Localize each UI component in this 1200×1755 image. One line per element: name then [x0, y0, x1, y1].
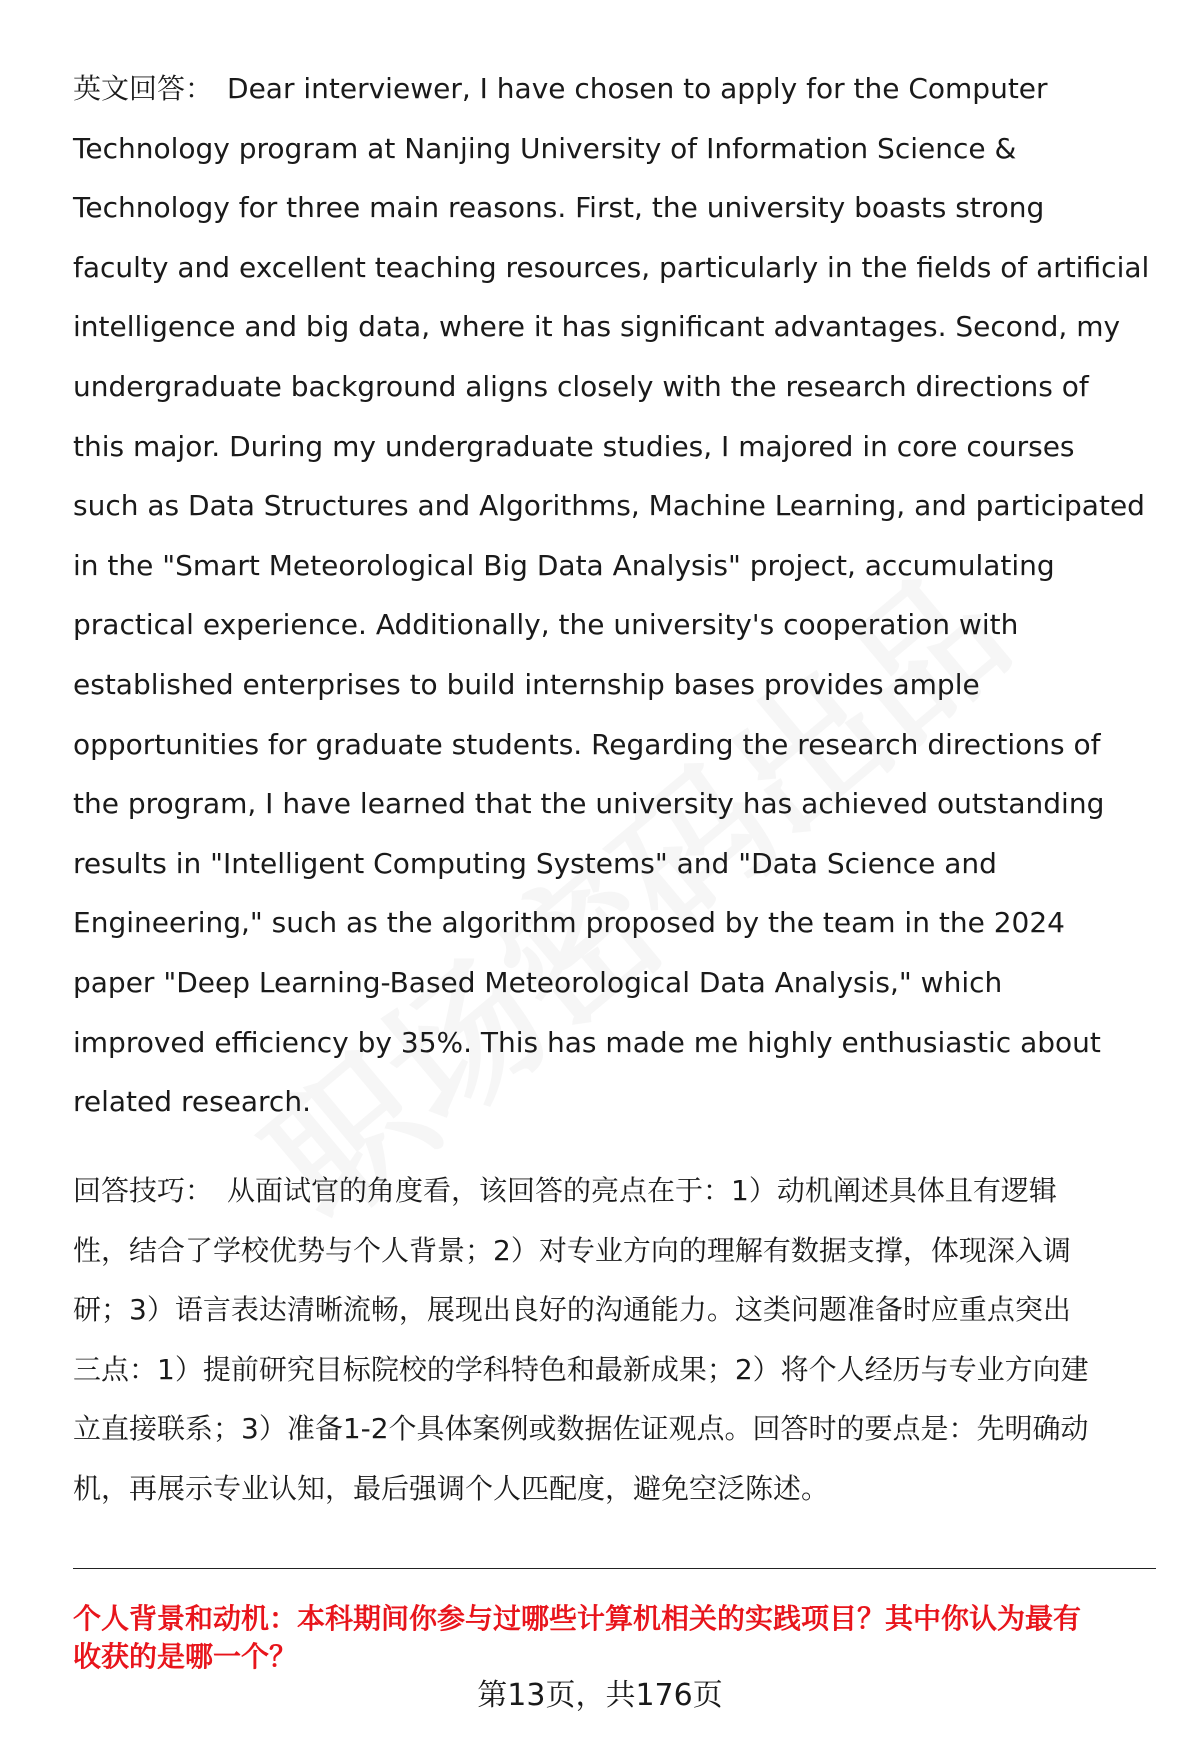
- answer-tips: [73, 1161, 1173, 1519]
- answer-line: faculty and excellent teaching resources, particularly in the fields of artificial: [73, 250, 1150, 284]
- question-line: 个人背景和动机：本科期间你参与过哪些计算机相关的实践项目？其中你认为最有: [73, 1602, 1082, 1635]
- answer-line: Engineering," such as the algorithm proposed by the team in the 2024: [73, 906, 1065, 940]
- answer-line: in the "Smart Meteorological Big Data Analysis" project, accumulating: [73, 548, 1055, 582]
- tips-line: 研；3）语言表达清晰流畅，展现出良好的沟通能力。这类问题准备时应重点突出: [73, 1293, 1071, 1327]
- tips-line: 机，再展示专业认知，最后强调个人匹配度，避免空泛陈述。: [73, 1471, 830, 1505]
- answer-line: the program, I have learned that the university has achieved outstanding: [73, 787, 1105, 821]
- answer-line: established enterprises to build internship bases provides ample: [73, 667, 980, 701]
- answer-line: intelligence and big data, where it has significant advantages. Second, my: [73, 310, 1121, 344]
- answer-line: opportunities for graduate students. Regarding the research directions of: [73, 727, 1101, 761]
- answer-line: results in "Intelligent Computing Systems" and "Data Science and: [73, 846, 997, 880]
- tips-line: 立直接联系；3）准备1-2个具体案例或数据佐证观点。回答时的要点是：先明确动: [73, 1412, 1089, 1446]
- tips-text: 从面试官的角度看，该回答的亮点在于：1）动机阐述具体且有逻辑: [227, 1174, 1057, 1207]
- page-number: 第13页，共176页: [477, 1678, 723, 1713]
- english-answer: [73, 59, 1173, 1132]
- answer-line: paper "Deep Learning-Based Meteorological Data Analysis," which: [73, 965, 1003, 999]
- answer-line: practical experience. Additionally, the university's cooperation with: [73, 608, 1019, 642]
- tips-line: [73, 1161, 1173, 1221]
- answer-line: Technology for three main reasons. First, the university boasts strong: [73, 191, 1045, 225]
- answer-text: Dear interviewer, I have chosen to apply for the Computer: [227, 72, 1048, 105]
- answer-label: 英文回答：: [73, 72, 214, 105]
- answer-line: such as Data Structures and Algorithms, Machine Learning, and participated: [73, 489, 1145, 523]
- answer-line: improved efficiency by 35%. This has made me highly enthusiastic about: [73, 1025, 1101, 1059]
- tips-line: 性，结合了学校优势与个人背景；2）对专业方向的理解有数据支撑，体现深入调: [73, 1233, 1071, 1267]
- answer-line: related research.: [73, 1085, 311, 1119]
- answer-line: [73, 59, 1173, 119]
- answer-line: this major. During my undergraduate studies, I majored in core courses: [73, 429, 1075, 463]
- tips-line: 三点：1）提前研究目标院校的学科特色和最新成果；2）将个人经历与专业方向建: [73, 1352, 1089, 1386]
- question-line: 收获的是哪一个？: [73, 1640, 298, 1673]
- tips-label: 回答技巧：: [73, 1174, 214, 1207]
- section-divider: [73, 1568, 1156, 1569]
- answer-line: undergraduate background aligns closely with the research directions of: [73, 369, 1089, 403]
- next-question-heading: [73, 1600, 1173, 1676]
- answer-line: Technology program at Nanjing University of Information Science &: [73, 131, 1017, 165]
